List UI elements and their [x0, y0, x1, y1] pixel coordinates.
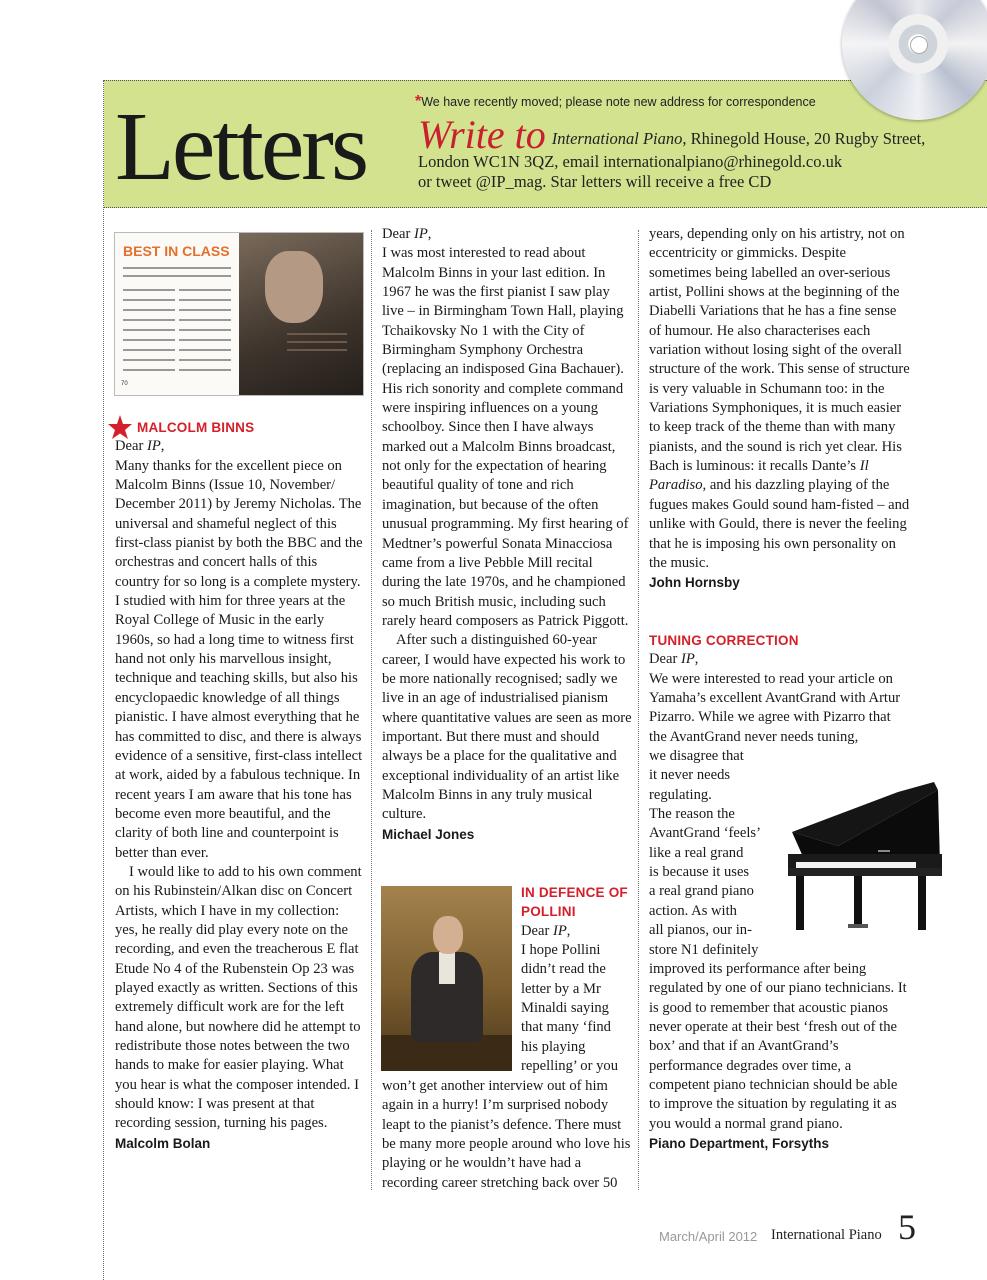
thumbnail-text-line — [179, 309, 231, 311]
column-divider-1 — [371, 230, 372, 1190]
thumbnail-text-line — [287, 341, 347, 343]
letter-malcolm-binns — [115, 418, 365, 1153]
thumbnail-text-line — [123, 369, 175, 371]
page-number: 5 — [898, 1207, 916, 1247]
letter-line: that many ‘find — [521, 1019, 611, 1036]
letter-paragraph: After such a distinguished 60-year career, I would have expected his work to be more nationally recognised; sadly we live in an age of industrialised pianism where quantitative values are seen as more important. But there must and should always be a place for the qualitative and exceptional individuality of an artist like Malcolm Binns in any truly musical culture. — [382, 632, 632, 823]
letter-salutation: Dear IP, — [115, 438, 165, 455]
write-to-block — [418, 112, 938, 192]
left-dotted-rule — [103, 80, 104, 1280]
letter-heading-line-1: IN DEFENCE OF — [521, 885, 628, 900]
letter-heading-line-2: POLLINI — [521, 904, 576, 920]
letter-line: letter by a Mr — [521, 980, 601, 997]
thumbnail-text-line — [123, 299, 175, 301]
address-notice — [415, 93, 816, 111]
thumbnail-text-line — [123, 359, 175, 361]
best-in-class-thumbnail — [114, 232, 364, 396]
grand-piano-image — [778, 768, 948, 938]
letter-signature: Piano Department, Forsyths — [649, 1135, 830, 1151]
letter-line: AvantGrand ‘feels’ — [649, 825, 761, 842]
photo-shirt — [439, 952, 455, 984]
address-line-3: or tweet @IP_mag. Star letters will receive a free CD — [418, 172, 772, 191]
letter-paragraph: I would like to add to his own comment on his Rubinstein/Alkan disc on Concert Artists, which I have in my collection: yes, he really did play every note on the recording, and even the treacherous E flat Etude No 4 of the Rubenstein Op 23 was played exactly as written. Sections of this extremely difficult work are for the left hand alone, but nowhere did he attempt to redistribute those notes between the two hands to make for easier playing. What you hear is what the composer intended. I should know: I was present at that recording session, turning his pages. — [115, 863, 362, 1132]
thumbnail-text-line — [123, 339, 175, 341]
letter-salutation: Dear IP, — [521, 922, 571, 939]
letter-line: store N1 definitely — [649, 941, 759, 958]
letter-signature: John Hornsby — [649, 575, 740, 591]
column-divider-2 — [638, 230, 639, 1190]
letter-pollini-column-3 — [649, 225, 911, 593]
thumbnail-text-line — [179, 299, 231, 301]
letter-line: we disagree that — [649, 748, 744, 765]
letter-line: regulating. — [649, 786, 712, 803]
thumbnail-text-line — [123, 309, 175, 311]
thumbnail-text-line — [179, 289, 231, 291]
letter-paragraph: won’t get another interview out of him again in a hurry! I’m surprised nobody leapt to the pianist’s defence. There must be many more people around who love his playing or he wouldn’t have had a recording career stretching back over 50 — [382, 1078, 631, 1191]
letter-pollini-continued — [382, 1077, 632, 1193]
thumbnail-text-line — [123, 319, 175, 321]
issue-date: March/April 2012 — [659, 1229, 758, 1244]
letter-heading: MALCOLM BINNS — [137, 420, 255, 435]
letter-salutation: Dear IP, — [382, 226, 432, 242]
letter-heading: TUNING CORRECTION — [649, 633, 799, 648]
thumbnail-text-line — [123, 289, 175, 291]
pollini-photo — [381, 886, 512, 1071]
thumbnail-text-line — [179, 359, 231, 361]
letter-michael-jones — [382, 225, 632, 844]
letter-line: action. As with — [649, 902, 737, 919]
thumbnail-text-line — [123, 275, 231, 277]
letter-signature: Malcolm Bolan — [115, 1135, 211, 1151]
thumbnail-text-line — [123, 267, 231, 269]
thumbnail-text-line — [123, 349, 175, 351]
letter-line: didn’t read the — [521, 961, 606, 978]
address-line-2: London WC1N 3QZ, email internationalpiano@rhinegold.co.uk — [418, 152, 843, 171]
letter-pollini-side — [521, 883, 637, 1076]
letter-line: all pianos, our in- — [649, 922, 752, 939]
letter-line: The reason the — [649, 806, 735, 823]
thumbnail-text-line — [287, 333, 347, 335]
thumbnail-page-number: 70 — [121, 381, 128, 387]
footer-magazine-name: International Piano — [771, 1227, 882, 1243]
letter-line: it never needs — [649, 767, 731, 784]
letter-paragraph: Many thanks for the excellent piece on Malcolm Binns (Issue 10, November/ December 2011) by Jeremy Nicholas. The universal and shameful neglect of this first-class pianist by both the BBC and the orchestras and concert halls of this country for so long is a complete mystery. I studied with him for three years at the Royal College of Music in the early 1960s, so had a long time to witness first hand not only his marvellous insight, technique and teaching skills, but also his encyclopaedic knowledge of all things pianistic. I have almost everything that he has committed to disc, and there is always evidence of a sensitive, first-class intellect at work, aided by a fabulous technique. In recent years I am aware that his tone has become even more beautiful, and the clarity of both line and counterpoint is better than ever. — [115, 457, 363, 861]
letter-line: I hope Pollini — [521, 942, 601, 959]
photo-head — [433, 916, 463, 954]
letter-paragraph: years, depending only on his artistry, not on eccentricity or gimmicks. Despite sometimes being labelled an over-serious artist, Pollini shows at the beginning of the Diabelli Variations that he has a fine sense of humour. He also characterises each variation without losing sight of the overall structure of the work. This sense of structure is very valuable in Schumann too: in the Variations Symphoniques, it is much easier to keep track of the theme than with many pianists, and the sound is rich yet clear. His Bach is luminous: it recalls Dante’s Il Paradiso, and his dazzling playing of the fugues makes Gould sound ham-fisted – and unlike with Gould, there is never the feeling that he is imposing his own personality on the music. — [649, 226, 910, 571]
notice-star: * — [415, 93, 422, 110]
thumbnail-portrait — [265, 251, 323, 323]
letter-paragraph: We were interested to read your article on Yamaha’s excellent AvantGrand with Artur Pizarro. While we agree with Pizarro that the AvantGrand never needs tuning, — [649, 670, 901, 745]
thumbnail-text-line — [179, 349, 231, 351]
thumbnail-text-line — [179, 329, 231, 331]
letter-line: Minaldi saying — [521, 1000, 609, 1017]
page-title: Letters — [115, 93, 367, 201]
letter-salutation: Dear IP, — [649, 651, 699, 668]
thumbnail-text-line — [179, 369, 231, 371]
letter-paragraph: I was most interested to read about Malcolm Binns in your last edition. In 1967 he was the first pianist I saw play live – in Birmingham Town Hall, playing Tchaikovsky No 1 with the City of Birmingham Symphony Orchestra (replacing an indisposed Gina Bachauer). His rich sonority and complete command were inspiring influences on a young schoolboy. Since then I have always marked out a Malcolm Binns broadcast, not only for the expectation of hearing beautiful quality of tone and rich imagination, but because of the often unusual programming. My first hearing of Medtner’s powerful Sonata Minacciosa came from a live Pebble Mill recital during the late 1970s, and he championed so much British music, including such rarely heard composers as Patrick Piggott. — [382, 245, 629, 629]
letter-paragraph: improved its performance after being regulated by one of our piano technicians. It is good to remember that acoustic pianos never operate at their best ‘fresh out of the box’ and that if an AvantGrand’s performance degrades over time, a competent piano technician should be able to improve the situation by regulating it as you would a normal grand piano. — [649, 960, 907, 1132]
magazine-name: International Piano — [551, 129, 683, 148]
thumbnail-text-line — [179, 319, 231, 321]
notice-text: We have recently moved; please note new address for correspondence — [421, 95, 816, 109]
thumbnail-text-line — [123, 329, 175, 331]
address-line-1: , Rhinegold House, 20 Rugby Street, — [682, 129, 926, 148]
letter-line: repelling’ or you — [521, 1058, 618, 1075]
write-to-heading: Write to — [418, 112, 546, 157]
letter-line: his playing — [521, 1038, 586, 1055]
letter-line: is because it uses — [649, 864, 750, 881]
thumbnail-text-line — [287, 349, 347, 351]
thumbnail-headline: BEST IN CLASS — [123, 243, 230, 259]
thumbnail-text-line — [179, 339, 231, 341]
letter-signature: Michael Jones — [382, 826, 475, 842]
letter-line: a real grand piano — [649, 883, 754, 900]
letter-line: like a real grand — [649, 844, 744, 861]
